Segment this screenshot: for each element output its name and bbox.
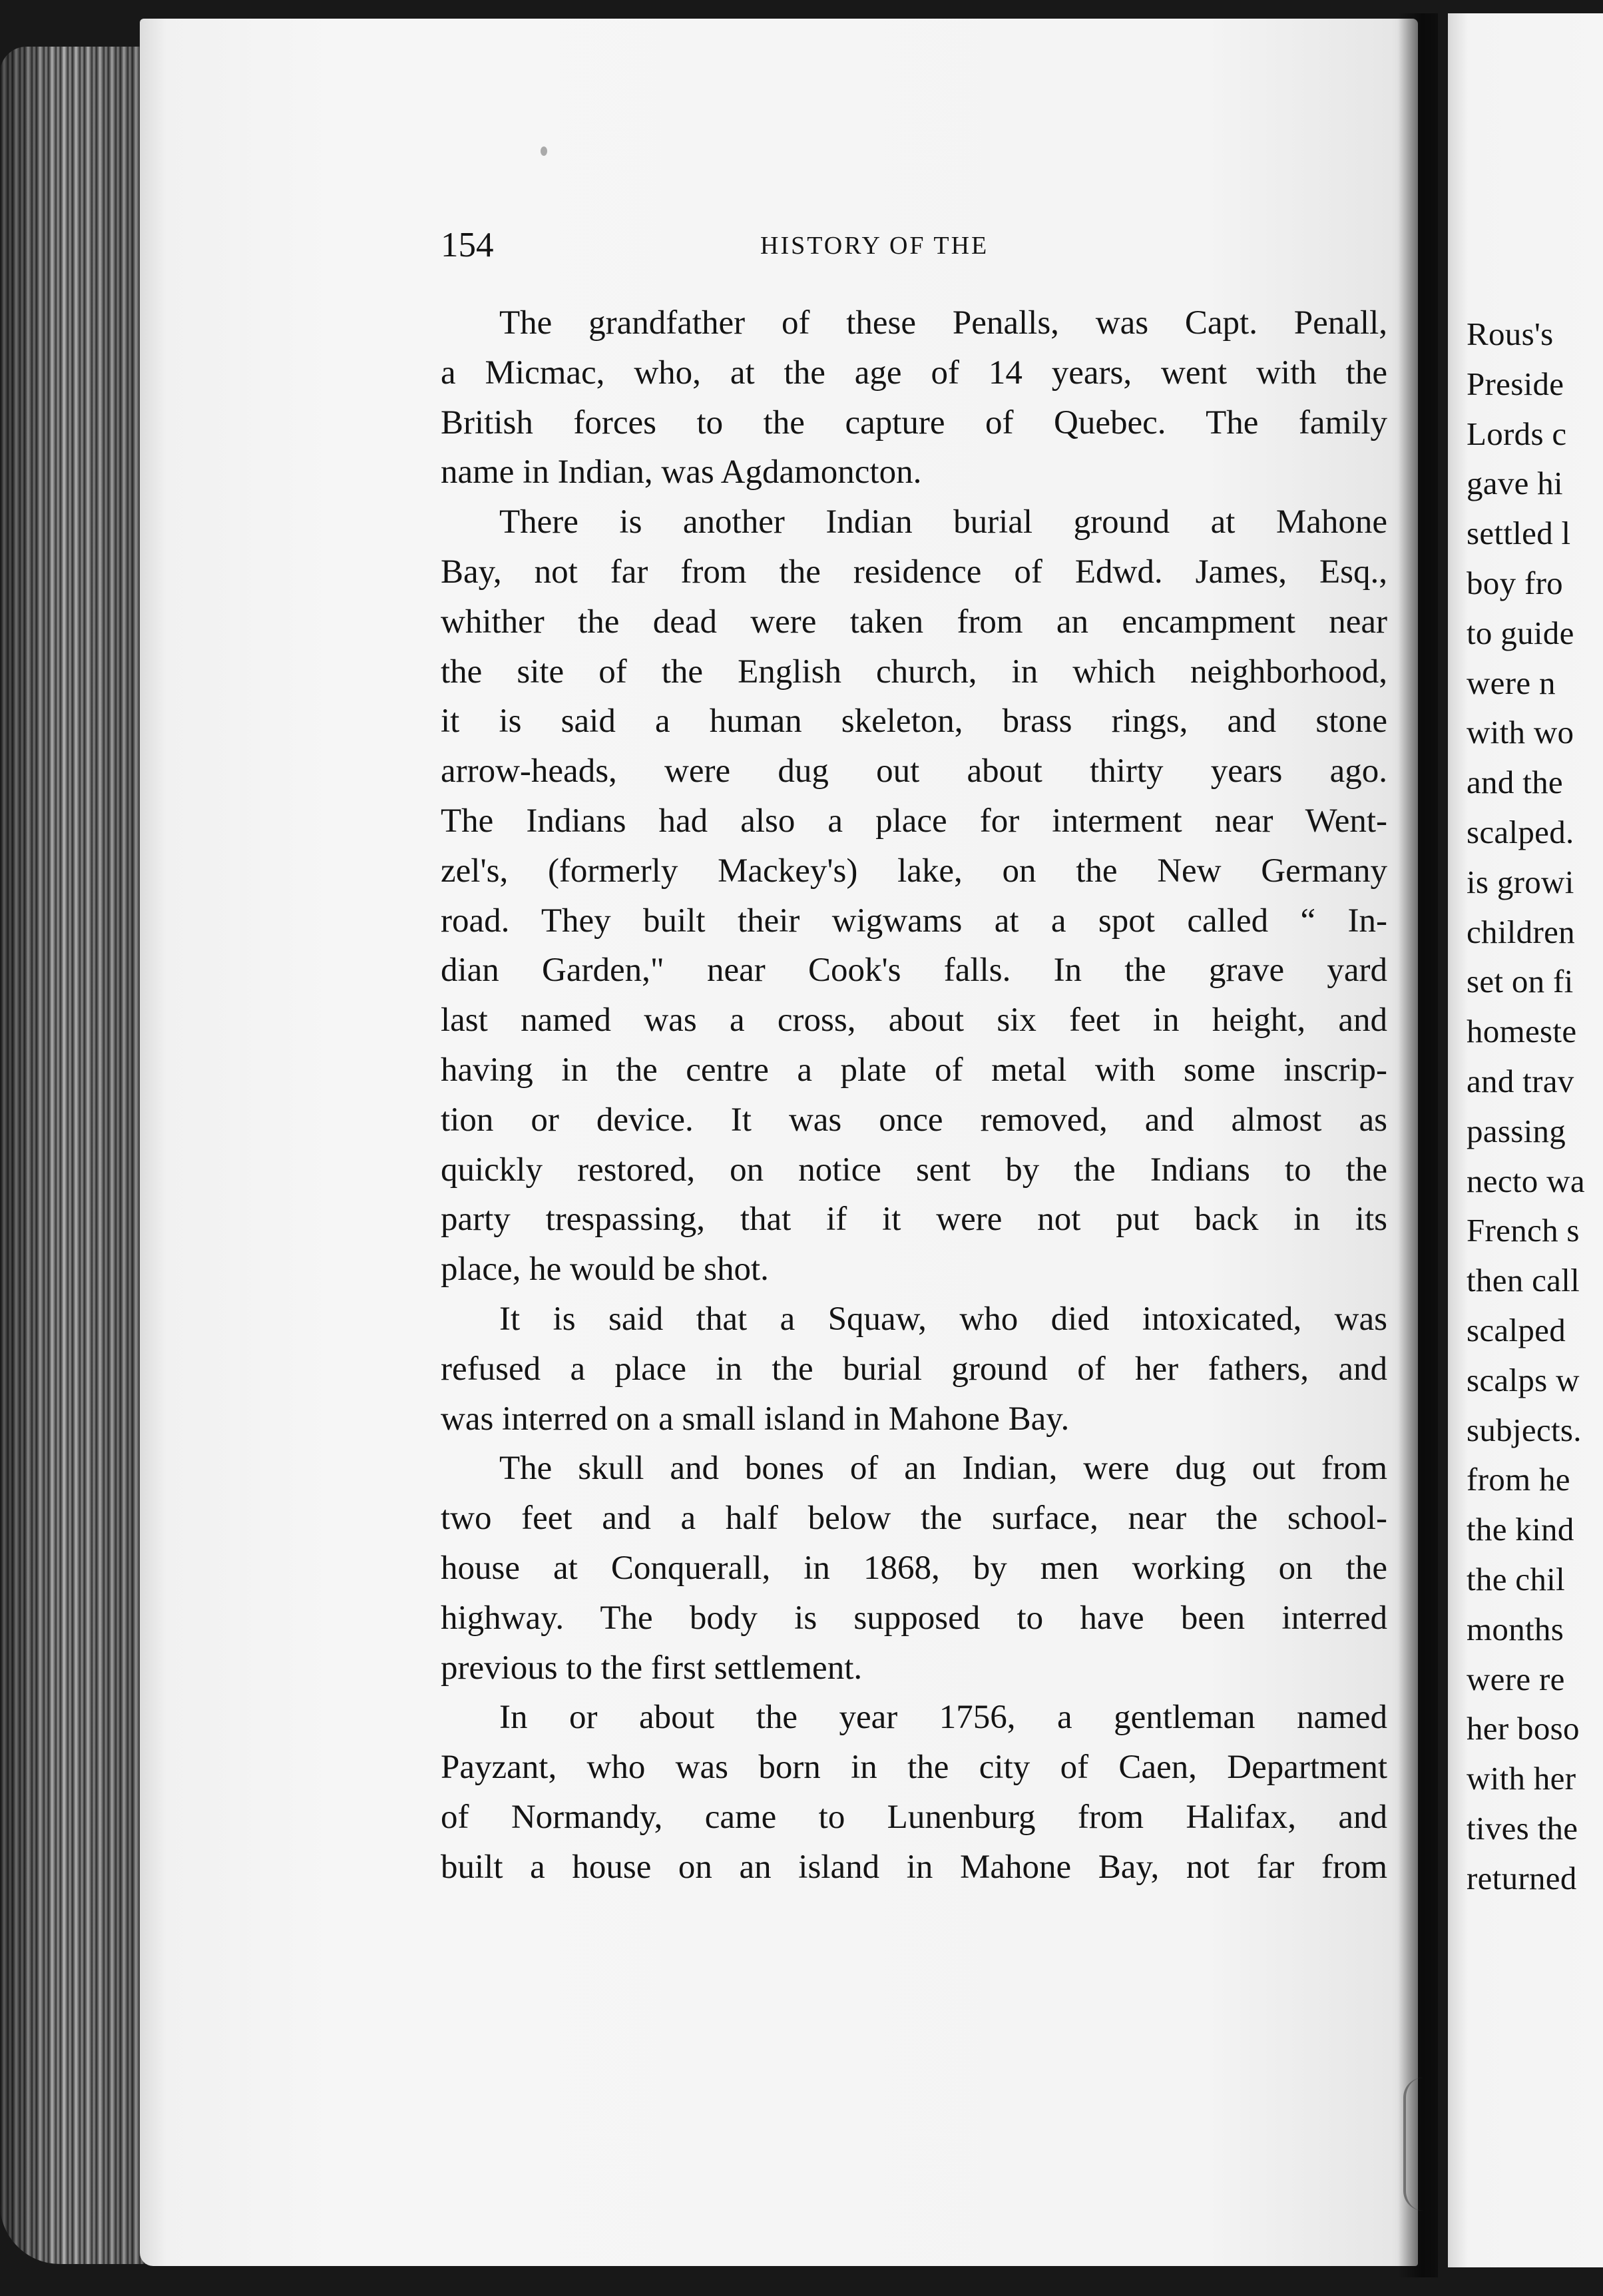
facing-text-line: scalps w (1467, 1361, 1580, 1398)
text-line: having in the centre a plate of metal with some inscrip- (441, 1051, 1387, 1089)
text-line: quickly restored, on notice sent by the Indians to the (441, 1151, 1387, 1189)
facing-text-line: necto wa (1467, 1162, 1585, 1199)
text-line: previous to the first settlement. (441, 1649, 863, 1687)
text-line: In or about the year 1756, a gentleman named (499, 1699, 1387, 1737)
text-line: Payzant, who was born in the city of Caen, Department (441, 1749, 1387, 1787)
text-line: The skull and bones of an Indian, were dug out from (499, 1450, 1387, 1488)
page-number: 154 (441, 226, 494, 264)
facing-text-line: and trav (1467, 1062, 1574, 1099)
margin-mark (1403, 2078, 1423, 2211)
text-line: The Indians had also a place for interment near Went- (441, 802, 1387, 840)
text-line: It is said that a Squaw, who died intoxicated, was (499, 1300, 1387, 1338)
facing-text-line: and the (1467, 764, 1563, 801)
facing-text-line: tives the (1467, 1809, 1578, 1847)
text-line: whither the dead were taken from an encampment near (441, 603, 1387, 641)
text-line: Bay, not far from the residence of Edwd. James, Esq., (441, 553, 1387, 591)
facing-text-line: to guide (1467, 614, 1574, 651)
text-line: The grandfather of these Penalls, was Capt. Penall, (499, 304, 1387, 342)
text-line: place, he would be shot. (441, 1251, 769, 1289)
facing-text-line: gave hi (1467, 465, 1563, 502)
facing-text-line: months (1467, 1610, 1564, 1647)
facing-text-line: then call (1467, 1262, 1580, 1299)
facing-text-line: is growi (1467, 863, 1574, 900)
paper-speck (541, 146, 547, 156)
text-line: was interred on a small island in Mahone Bay. (441, 1400, 1070, 1438)
facing-text-line: boy fro (1467, 564, 1563, 601)
facing-text-line: the kind (1467, 1511, 1574, 1548)
text-line: party trespassing, that if it were not put back in its (441, 1201, 1387, 1239)
running-head: HISTORY OF THE (760, 232, 989, 260)
facing-text-line: subjects. (1467, 1411, 1582, 1448)
gutter-shadow (1398, 13, 1438, 2277)
facing-text-line: her boso (1467, 1710, 1580, 1747)
text-line: refused a place in the burial ground of her fathers, and (441, 1350, 1387, 1388)
text-line: There is another Indian burial ground at Mahone (499, 503, 1387, 541)
text-line: a Micmac, who, at the age of 14 years, went with the (441, 354, 1387, 392)
text-line: highway. The body is supposed to have been interred (441, 1599, 1387, 1637)
text-line: zel's, (formerly Mackey's) lake, on the New Germany (441, 852, 1387, 890)
facing-text-line: Rous's (1467, 316, 1554, 352)
facing-text-line: scalped. (1467, 813, 1574, 850)
facing-text-line: scalped (1467, 1311, 1566, 1348)
book-page-edges (0, 47, 150, 2264)
text-line: tion or device. It was once removed, and almost as (441, 1101, 1387, 1139)
text-line: arrow-heads, were dug out about thirty years ago. (441, 752, 1387, 790)
text-line: house at Conquerall, in 1868, by men working on the (441, 1549, 1387, 1587)
facing-text-line: children (1467, 913, 1575, 950)
text-line: of Normandy, came to Lunenburg from Halifax, and (441, 1798, 1387, 1836)
facing-text-line: settled l (1467, 515, 1571, 552)
facing-text-line: the chil (1467, 1560, 1565, 1597)
facing-text-line: set on fi (1467, 963, 1574, 1000)
text-line: built a house on an island in Mahone Bay, not far from (441, 1848, 1387, 1886)
facing-text-line: Preside (1467, 365, 1564, 402)
facing-text-line: returned (1467, 1859, 1577, 1896)
facing-text-line: Lords c (1467, 415, 1567, 452)
body-text (441, 298, 1387, 1892)
facing-text-line: with her (1467, 1760, 1576, 1797)
text-line: it is said a human skeleton, brass rings, and stone (441, 703, 1387, 740)
facing-text-line: were n (1467, 664, 1556, 701)
text-line: name in Indian, was Agdamoncton. (441, 453, 922, 491)
text-line: road. They built their wigwams at a spot called “ In- (441, 902, 1387, 940)
text-line: dian Garden," near Cook's falls. In the grave yard (441, 952, 1387, 990)
text-line: last named was a cross, about six feet in height, and (441, 1002, 1387, 1039)
text-line: British forces to the capture of Quebec. The family (441, 404, 1387, 441)
facing-text-line: from he (1467, 1461, 1570, 1498)
page-header (441, 218, 1386, 272)
facing-text-line: with wo (1467, 714, 1574, 751)
facing-text-line: homeste (1467, 1013, 1577, 1050)
facing-text-line: passing (1467, 1112, 1566, 1149)
facing-page-text (1467, 310, 1603, 1904)
text-line: the site of the English church, in which neighborhood, (441, 653, 1387, 691)
text-line: two feet and a half below the surface, near the school- (441, 1500, 1387, 1538)
book-page-right-partial (1448, 13, 1603, 2267)
facing-text-line: French s (1467, 1212, 1580, 1249)
facing-text-line: were re (1467, 1660, 1565, 1697)
